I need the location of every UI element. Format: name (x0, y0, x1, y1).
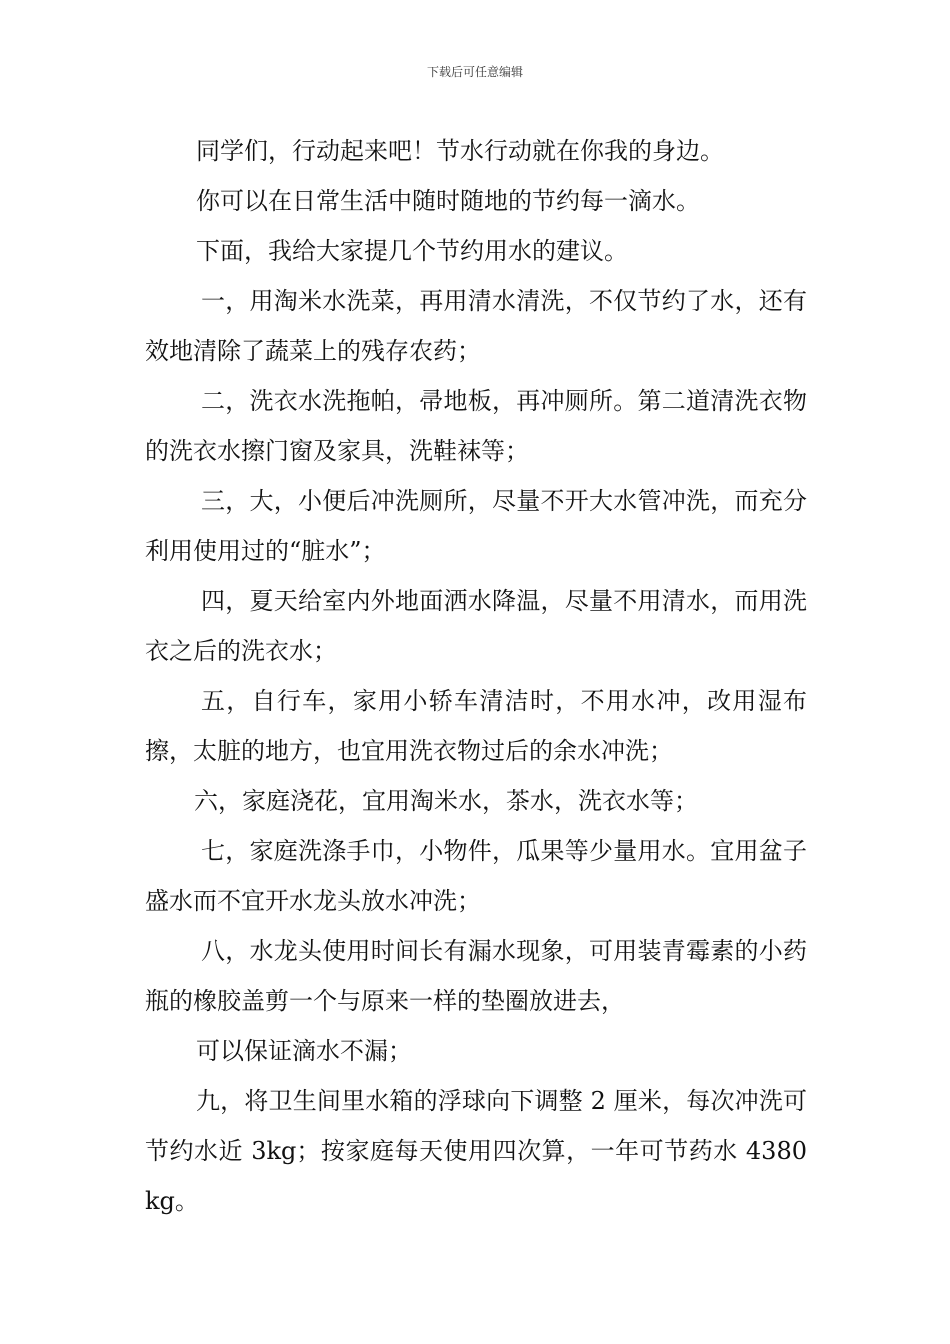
paragraph-tip-8-continued: 可以保证滴水不漏； (196, 1037, 412, 1065)
paragraph-call-to-action: 同学们，行动起来吧！节水行动就在你我的身边。 (196, 137, 724, 165)
paragraph-tip-5: 五，自行车，家用小轿车清洁时，不用水冲，改用湿布擦，太脏的地方，也宜用洗衣物过后的余水冲洗； (145, 687, 807, 765)
document-body (145, 126, 807, 1226)
paragraph-tip-1: 一，用淘米水洗菜，再用清水清洗，不仅节约了水，还有效地清除了蔬菜上的残存农药； (145, 287, 807, 365)
paragraph-tip-6: 六，家庭浇花，宜用淘米水，茶水，洗衣水等； (194, 787, 698, 815)
paragraph-tip-3: 三，大，小便后冲洗厕所，尽量不开大水管冲洗，而充分利用使用过的“脏水”； (145, 487, 807, 565)
paragraph-tip-7: 七，家庭洗涤手巾，小物件，瓜果等少量用水。宜用盆子盛水而不宜开水龙头放水冲洗； (145, 837, 807, 915)
paragraph-tip-4: 四，夏天给室内外地面洒水降温，尽量不用清水，而用洗衣之后的洗衣水； (145, 587, 807, 665)
paragraph-suggestions-intro: 下面，我给大家提几个节约用水的建议。 (196, 237, 628, 265)
paragraph-save-every-drop: 你可以在日常生活中随时随地的节约每一滴水。 (196, 187, 700, 215)
page-header: 下载后可任意编辑 (426, 65, 523, 79)
paragraph-tip-9: 九，将卫生间里水箱的浮球向下调整 2 厘米，每次冲洗可节约水近 3kg；按家庭每天使用四次算，一年可节药水 4380kg。 (145, 1087, 807, 1215)
paragraph-tip-8: 八，水龙头使用时间长有漏水现象，可用装青霉素的小药瓶的橡胶盖剪一个与原来一样的垫圈放进去， (145, 937, 807, 1015)
paragraph-tip-2: 二，洗衣水洗拖帕，帚地板，再冲厕所。第二道清洗衣物的洗衣水擦门窗及家具，洗鞋袜等； (145, 387, 807, 465)
